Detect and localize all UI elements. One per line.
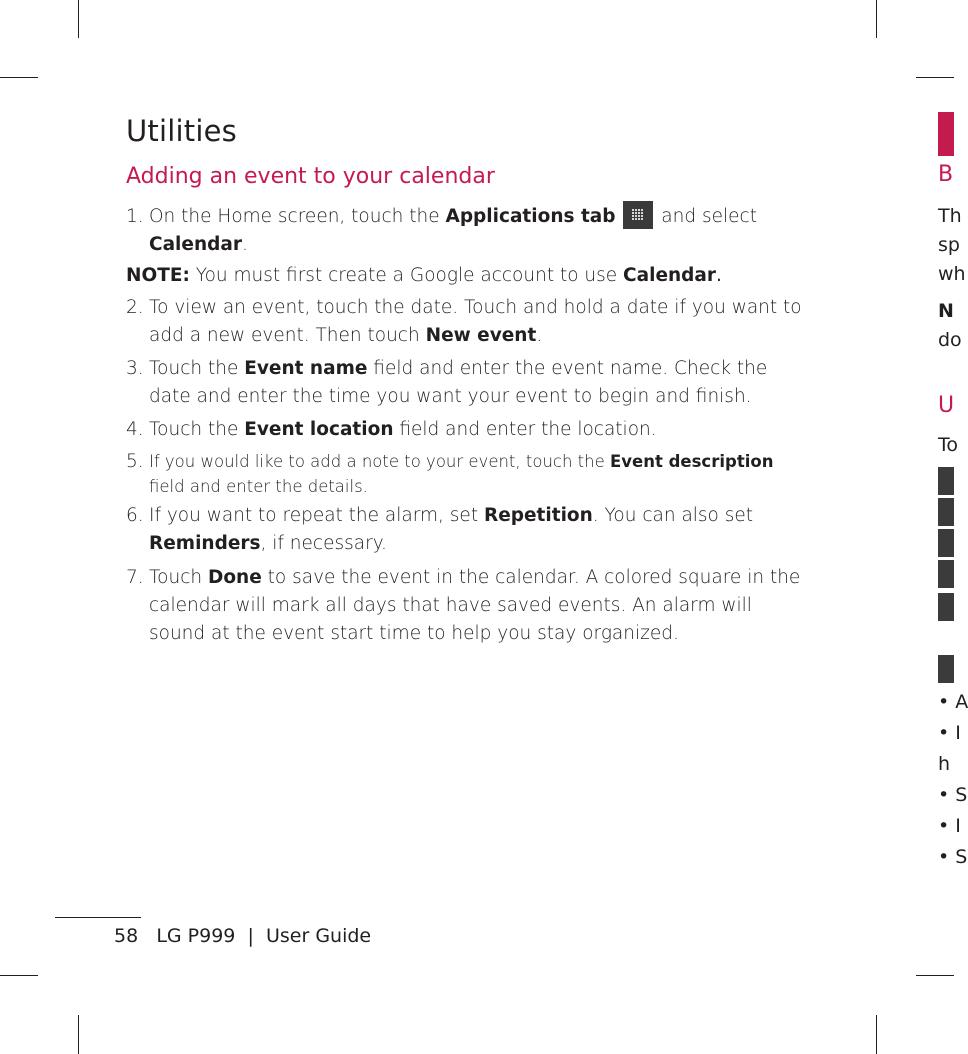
next-page-bullet: • I [938, 815, 961, 837]
list-item [126, 355, 808, 411]
step-number: 6. [126, 505, 144, 526]
step-text: field and enter the event name. Check the date and enter the time you want your event to begin and finish. [149, 358, 768, 407]
next-page-heading: B [938, 162, 954, 187]
next-page-bullet: • I [938, 722, 961, 744]
next-page-tab [938, 112, 954, 156]
step-text: field and enter the location. [393, 419, 657, 440]
page-footer [114, 925, 371, 947]
crop-mark [0, 975, 38, 976]
next-page-bullet: • A [938, 691, 968, 713]
next-page-icon [938, 529, 954, 557]
note [126, 262, 808, 290]
step-text: If you want to repeat the alarm, set [149, 505, 484, 526]
step-text: . [241, 234, 248, 255]
step-number: 2. [126, 297, 144, 318]
next-page-icon [938, 498, 954, 526]
footer-rule [55, 917, 141, 918]
note-bold: Calendar [623, 265, 717, 286]
step-number: 5. [126, 451, 144, 472]
crop-mark [78, 0, 79, 38]
next-page-text: To [938, 434, 959, 456]
next-page-text: h [938, 753, 951, 775]
step-number: 4. [126, 419, 144, 440]
crop-mark [78, 1015, 79, 1054]
crop-mark [916, 975, 954, 976]
section-heading: Adding an event to your calendar [126, 164, 495, 189]
apps-grid-icon [623, 201, 653, 229]
step-text: , if necessary. [260, 533, 387, 554]
step-text: Touch [149, 567, 208, 588]
step-text: . [536, 325, 543, 346]
step-bold: Repetition [483, 505, 593, 526]
list-item [126, 449, 808, 499]
next-page-text: do [938, 329, 962, 351]
step-text: Touch the [149, 358, 245, 379]
next-page-icon [938, 560, 954, 588]
page-title: Utilities [126, 114, 237, 148]
list-item [126, 564, 808, 648]
step-bold: Event description [610, 452, 774, 471]
step-text: . You can also set [592, 505, 754, 526]
next-page-text: wh [938, 263, 966, 285]
next-page-icon [938, 467, 954, 495]
step-text: field and enter the details. [149, 477, 368, 496]
crop-mark [876, 0, 877, 38]
step-text: On the Home screen, touch the [149, 206, 446, 227]
crop-mark [876, 1015, 877, 1054]
step-text: Touch the [149, 419, 245, 440]
step-number: 7. [126, 567, 144, 588]
step-text: to save the event in the calendar. A colored square in the calendar will mark all days that have saved events. An alarm will sound at the event start time to help you stay organized. [149, 567, 801, 644]
step-text: and select [655, 206, 757, 227]
list-item [126, 502, 808, 558]
step-text: If you would like to add a note to your event, touch the [149, 452, 611, 471]
step-bold: New event [425, 325, 537, 346]
next-page-icon [938, 655, 954, 683]
step-bold: Calendar [149, 234, 242, 255]
next-page-text: Th [938, 205, 962, 227]
list-item [126, 203, 808, 259]
next-page-bullet: • S [938, 846, 968, 868]
note-text: . [716, 265, 722, 286]
step-bold: Done [207, 567, 262, 588]
step-bold: Event location [244, 419, 394, 440]
next-page-icon [938, 593, 954, 621]
crop-mark [0, 77, 38, 78]
list-item [126, 416, 808, 444]
footer-model: LG P999 [156, 925, 236, 947]
step-text: To view an event, touch the date. Touch and hold a date if you want to add a new event. Then touch [149, 297, 802, 346]
step-number: 1. [126, 206, 144, 227]
step-number: 3. [126, 358, 144, 379]
footer-guide: User Guide [265, 925, 372, 947]
footer-separator: | [247, 925, 254, 947]
next-page-text: sp [938, 234, 960, 256]
list-item [126, 294, 808, 350]
step-bold: Reminders [149, 533, 261, 554]
step-bold: Event name [244, 358, 368, 379]
note-text: You must first create a Google account to use [189, 265, 624, 286]
page-number: 58 [114, 925, 139, 947]
next-page-heading: U [938, 393, 955, 418]
next-page-bullet: • S [938, 784, 968, 806]
crop-mark [916, 77, 954, 78]
next-page-text: N [938, 300, 954, 322]
note-label: NOTE: [126, 265, 190, 286]
step-bold: Applications tab [445, 206, 616, 227]
